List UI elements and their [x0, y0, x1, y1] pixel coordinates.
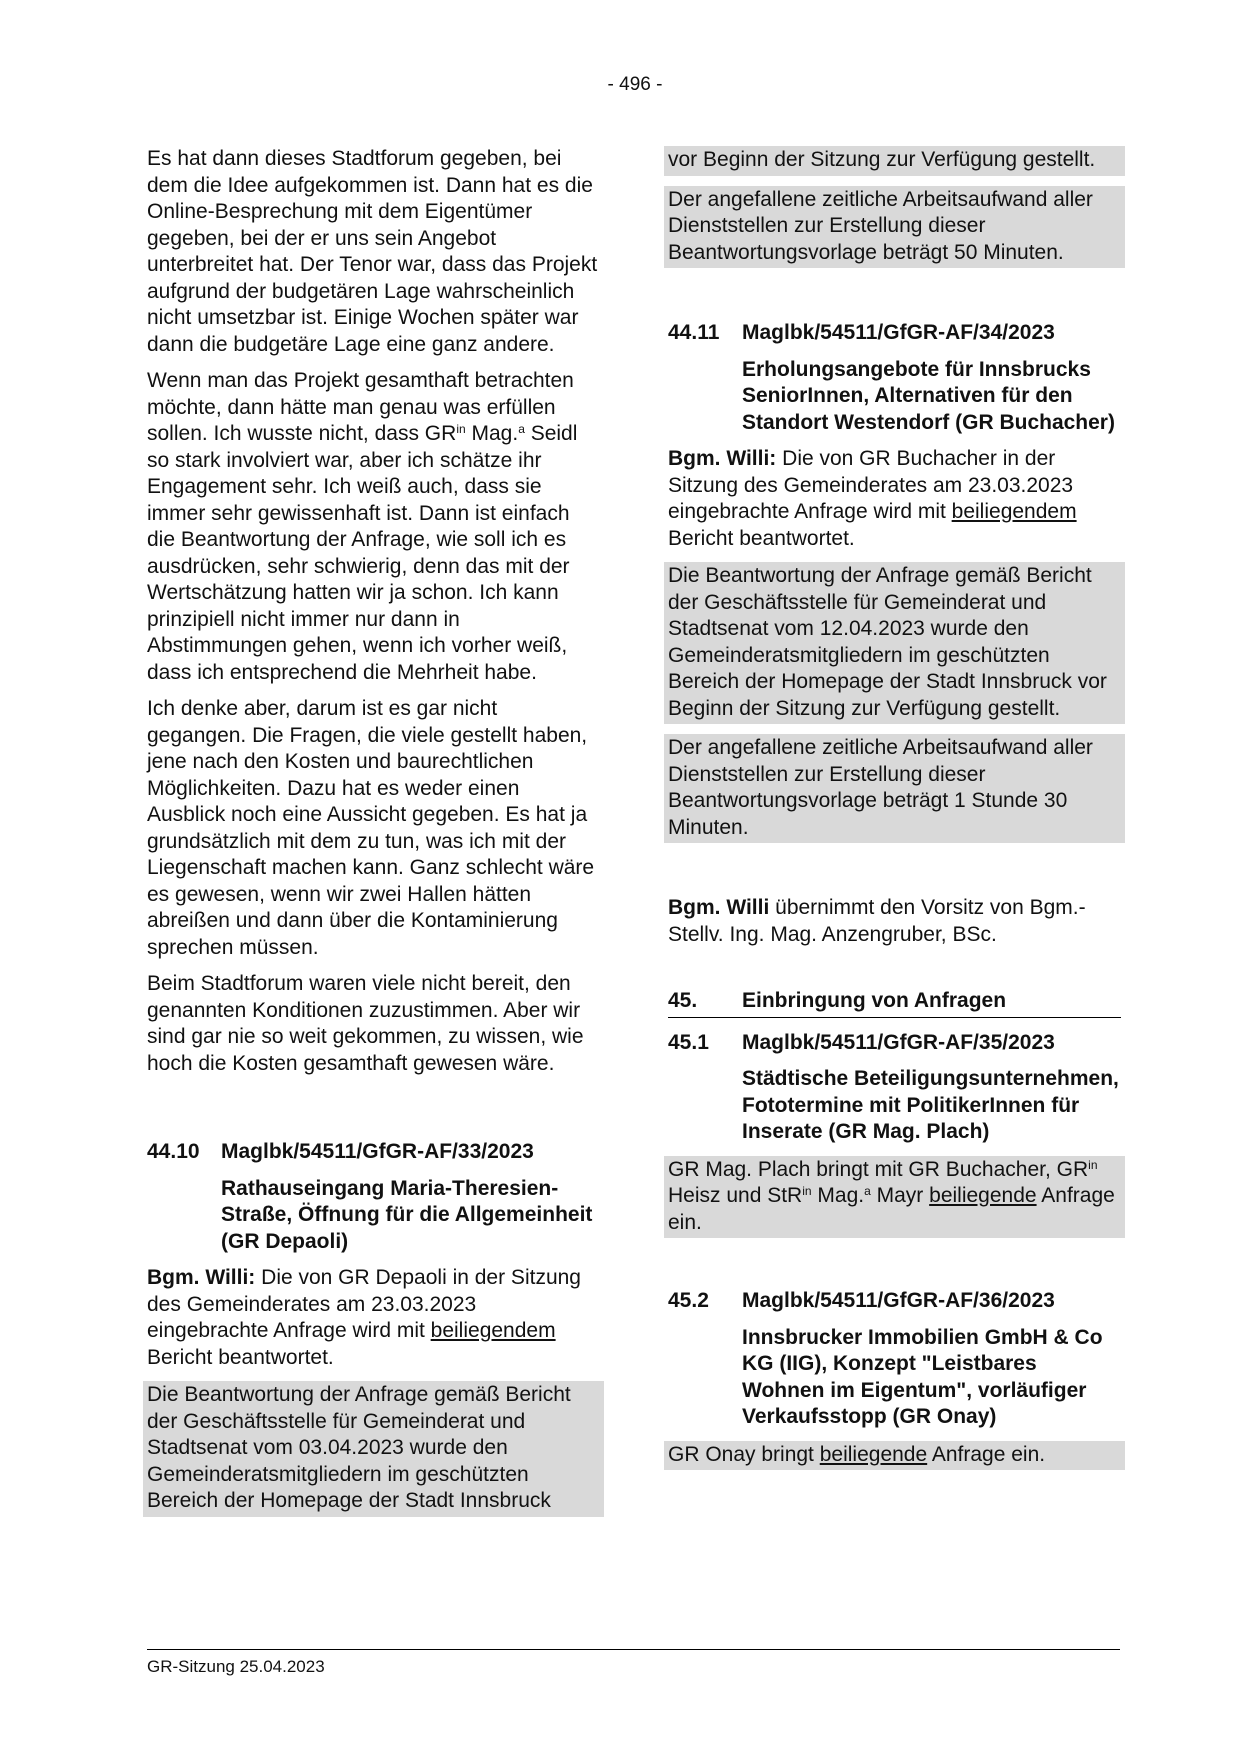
footer-rule	[147, 1649, 1120, 1650]
item-heading-45-2	[668, 1288, 1121, 1315]
attachment-link[interactable]: beiliegende	[819, 1442, 928, 1466]
item-number: 45.2	[668, 1289, 709, 1312]
item-title: Erholungsangebote für Innsbrucks SeniorInnen, Alternativen für den Standort Westendorf (GR Buchacher)	[742, 357, 1115, 434]
section-number: 45.	[668, 989, 698, 1012]
shaded-note: vor Beginn der Sitzung zur Verfügung gestellt.	[664, 146, 1125, 176]
section-title: Einbringung von Anfragen	[742, 989, 1007, 1012]
shaded-note: Die Beantwortung der Anfrage gemäß Bericht der Geschäftsstelle für Gemeinderat und Stadtsenat vom 12.04.2023 wurde den Gemeinderatsmitgliedern im geschützten Bereich der Homepage der Stadt Innsbruck vor Beginn der Sitzung zur Verfügung gestellt.	[664, 562, 1125, 724]
paragraph: Beim Stadtforum waren viele nicht bereit, den genannten Konditionen zuzustimmen. Aber wir sind gar nie so weit gekommen, zu wissen, wie hoch die Kosten gesamthaft gewesen wäre.	[147, 972, 584, 1075]
item-heading-45-1	[668, 1030, 1121, 1057]
answer-paragraph: Bgm. Willi: Die von GR Depaoli in der Sitzung des Gemeinderates am 23.03.2023 eingebrachte Anfrage wird mit beiliegendem Bericht beantwortet.	[147, 1266, 581, 1369]
shaded-note: Die Beantwortung der Anfrage gemäß Bericht der Geschäftsstelle für Gemeinderat und Stadtsenat vom 03.04.2023 wurde den Gemeinderatsmitgliedern im geschützten Bereich der Homepage der Stadt Innsbruck	[143, 1381, 604, 1517]
shaded-note: GR Onay bringt beiliegende Anfrage ein.	[664, 1441, 1125, 1471]
item-title: Innsbrucker Immobilien GmbH & Co KG (IIG), Konzept "Leistbares Wohnen im Eigentum", vorläufiger Verkaufsstopp (GR Onay)	[742, 1325, 1103, 1428]
item-number: 44.10	[147, 1140, 200, 1163]
page-number: - 496 -	[607, 74, 663, 95]
footer-text: GR-Sitzung 25.04.2023	[147, 1657, 325, 1676]
item-reference: Maglbk/54511/GfGR-AF/35/2023	[742, 1030, 1055, 1054]
right-column	[668, 146, 1121, 1480]
item-number: 45.1	[668, 1030, 709, 1054]
speaker: Bgm. Willi:	[147, 1266, 256, 1289]
item-reference: Maglbk/54511/GfGR-AF/33/2023	[221, 1140, 534, 1163]
attachment-link[interactable]: beiliegendem	[951, 500, 1077, 523]
shaded-note: GR Mag. Plach bringt mit GR Buchacher, $GR^{in}$ Heisz und StR$^{in}$ Mag.$^a$ Mayr beiliegende Anfrage ein.	[664, 1156, 1125, 1239]
speaker: Bgm. Willi	[668, 896, 770, 919]
item-reference: Maglbk/54511/GfGR-AF/34/2023	[742, 321, 1055, 344]
answer-paragraph: Bgm. Willi: Die von GR Buchacher in der Sitzung des Gemeinderates am 23.03.2023 eingebrachte Anfrage wird mit beiliegendem Bericht beantwortet.	[668, 447, 1077, 550]
shaded-note: Der angefallene zeitliche Arbeitsaufwand aller Dienststellen zur Erstellung dieser Beantwortungsvorlage beträgt 1 Stunde 30 Minuten.	[664, 734, 1125, 843]
shaded-note: Der angefallene zeitliche Arbeitsaufwand aller Dienststellen zur Erstellung dieser Beantwortungsvorlage beträgt 50 Minuten.	[664, 186, 1125, 269]
attachment-link[interactable]: beiliegendem	[430, 1319, 556, 1342]
paragraph: Es hat dann dieses Stadtforum gegeben, bei dem die Idee aufgekommen ist. Dann hat es die Online-Besprechung mit dem Eigentümer gegeben, bei der er uns sein Angebot unterbreitet hat. Der Tenor war, dass das Projekt aufgrund der budgetären Lage wahrscheinlich nicht umsetzbar ist. Einige Wochen später war dann die budgetäre Lage eine ganz andere.	[147, 147, 598, 356]
paragraph: Wenn man das Projekt gesamthaft betrachten möchte, dann hätte man genau was erfüllen sollen. Ich wusste nicht, dass $GR^{in}$ Mag.$^a$ Seidl so stark involviert war, aber ich schätze ihr Engagement sehr. Ich weiß auch, dass sie immer sehr gewissenhaft ist. Dann ist einfach die Beantwortung der Anfrage, wie soll ich es ausdrücken, sehr schwierig, denn das mit der Wertschätzung hatten wir ja schon. Ich kann prinzipiell nicht immer nur dann in Abstimmungen gehen, wenn ich vorher weiß, dass ich entsprechend die Mehrheit habe.	[147, 369, 578, 684]
item-heading-44-10	[147, 1139, 600, 1166]
item-title: Städtische Beteiligungsunternehmen, Fototermine mit PolitikerInnen für Inserate (GR Mag. Plach)	[742, 1067, 1119, 1143]
item-heading-44-11	[668, 320, 1121, 347]
left-column	[147, 146, 600, 1527]
chair-change: Bgm. Willi übernimmt den Vorsitz von Bgm.-Stellv. Ing. Mag. Anzengruber, BSc.	[668, 896, 1086, 946]
paragraph: Ich denke aber, darum ist es gar nicht gegangen. Die Fragen, die viele gestellt haben, jene nach den Kosten und baurechtlichen Möglichkeiten. Dazu hat es weder einen Ausblick noch eine Aussicht gegeben. Es hat ja grundsätzlich mit dem zu tun, was ich mit der Liegenschaft machen kann. Ganz schlecht wäre es gewesen, wenn wir zwei Hallen hätten abreißen und dann über die Kontaminierung sprechen müssen.	[147, 697, 595, 959]
item-reference: Maglbk/54511/GfGR-AF/36/2023	[742, 1289, 1055, 1312]
item-title: Rathauseingang Maria-Theresien-Straße, Öffnung für die Allgemeinheit (GR Depaoli)	[221, 1176, 593, 1253]
item-number: 44.11	[668, 321, 720, 344]
attachment-link[interactable]: beiliegende	[929, 1184, 1037, 1207]
section-heading-45	[668, 988, 1121, 1018]
speaker: Bgm. Willi:	[668, 447, 777, 470]
